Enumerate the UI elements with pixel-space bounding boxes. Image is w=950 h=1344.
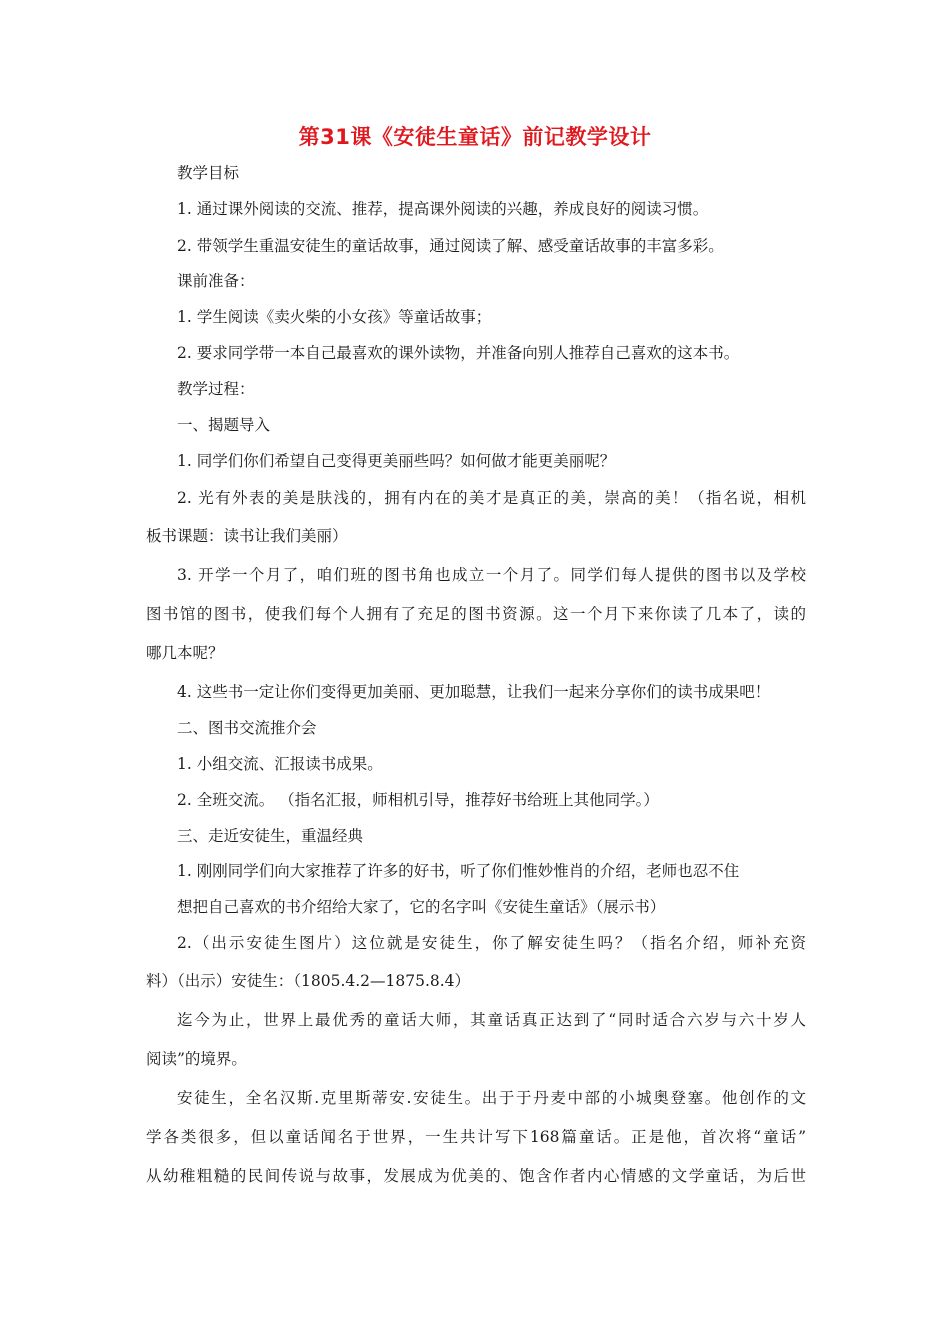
- document-title: 第31课《安徒生童话》前记教学设计: [298, 125, 652, 149]
- paragraph-line: 安徒生，全名汉斯.克里斯蒂安.安徒生。出于于丹麦中部的小城奥登塞。他创作的文: [177, 1089, 806, 1107]
- paragraph-line: 哪几本呢？: [146, 644, 224, 662]
- paragraph-line: 1. 通过课外阅读的交流、推荐，提高课外阅读的兴趣，养成良好的阅读习惯。: [177, 200, 709, 218]
- section-heading-exchange: 二、图书交流推介会: [177, 719, 317, 737]
- paragraph-line: 1. 小组交流、汇报读书成果。: [177, 755, 383, 773]
- section-heading-intro: 一、揭题导入: [177, 416, 271, 434]
- paragraph-line: 从幼稚粗糙的民间传说与故事，发展成为优美的、饱含作者内心情感的文学童话，为后世: [146, 1167, 806, 1185]
- section-heading-process: 教学过程：: [177, 380, 255, 398]
- paragraph-line: 4. 这些书一定让你们变得更加美丽、更加聪慧，让我们一起来分享你们的读书成果吧！: [177, 683, 771, 701]
- paragraph-line: 2. 带领学生重温安徒生的童话故事，通过阅读了解、感受童话故事的丰富多彩。: [177, 237, 724, 255]
- paragraph-line: 阅读”的境界。: [146, 1050, 247, 1068]
- paragraph-line: 1. 刚刚同学们向大家推荐了许多的好书，听了你们惟妙惟肖的介绍，老师也忍不住: [177, 862, 740, 880]
- paragraph-line: 2. 全班交流。 （指名汇报，师相机引导，推荐好书给班上其他同学。）: [177, 791, 659, 809]
- paragraph-line: 图书馆的图书，使我们每个人拥有了充足的图书资源。这一个月下来你读了几本了，读的: [146, 605, 806, 623]
- paragraph-line: 1. 学生阅读《卖火柴的小女孩》等童话故事；: [177, 308, 492, 326]
- paragraph-line: 2.（出示安徒生图片）这位就是安徒生，你了解安徒生吗？（指名介绍，师补充资: [177, 934, 806, 952]
- paragraph-line: 学各类很多，但以童话闻名于世界，一生共计写下168篇童话。正是他，首次将“童话”: [146, 1128, 806, 1146]
- paragraph-line: 3. 开学一个月了，咱们班的图书角也成立一个月了。同学们每人提供的图书以及学校: [177, 566, 806, 584]
- section-heading-andersen: 三、走近安徒生，重温经典: [177, 827, 364, 845]
- paragraph-line: 板书课题：读书让我们美丽）: [146, 527, 348, 545]
- paragraph-line: 迄今为止，世界上最优秀的童话大师，其童话真正达到了“同时适合六岁与六十岁人: [177, 1011, 806, 1029]
- paragraph-line: 料）（出示）安徒生：（1805.4.2—1875.8.4）: [146, 972, 471, 990]
- paragraph-line: 2. 要求同学带一本自己最喜欢的课外读物，并准备向别人推荐自己喜欢的这本书。: [177, 344, 740, 362]
- paragraph-line: 想把自己喜欢的书介绍给大家了，它的名字叫《安徒生童话》（展示书）: [177, 898, 666, 916]
- section-heading-preparation: 课前准备：: [177, 272, 255, 290]
- paragraph-line: 2. 光有外表的美是肤浅的，拥有内在的美才是真正的美，崇高的美！（指名说，相机: [177, 489, 806, 507]
- paragraph-line: 1. 同学们你们希望自己变得更美丽些吗？如何做才能更美丽呢？: [177, 452, 616, 470]
- section-heading-objectives: 教学目标: [177, 164, 240, 182]
